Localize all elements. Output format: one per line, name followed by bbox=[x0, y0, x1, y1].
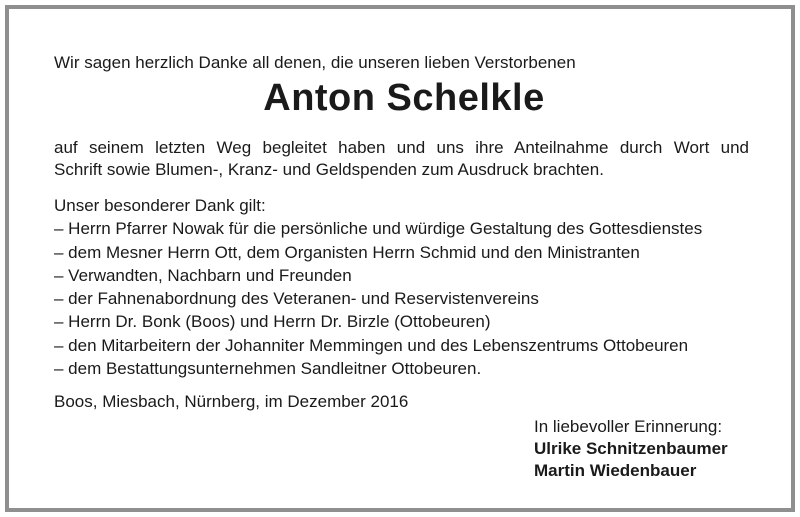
list-item: – Herrn Dr. Bonk (Boos) und Herrn Dr. Birzle (Ottobeuren) bbox=[54, 312, 491, 332]
deceased-name: Anton Schelkle bbox=[263, 77, 545, 119]
special-thanks bbox=[54, 194, 702, 380]
special-thanks-heading: Unser besonderer Dank gilt: bbox=[54, 196, 266, 215]
list-item: – Herrn Pfarrer Nowak für die persönliche und würdige Gestaltung des Gottesdienstes bbox=[54, 219, 703, 239]
special-thanks-list bbox=[54, 217, 702, 380]
list-item: – der Fahnenabordnung des Veteranen- und Reservistenvereins bbox=[54, 289, 539, 309]
acknowledgement-line: auf seinem letzten Weg begleitet haben und uns ihre Anteilnahme durch Wort und bbox=[54, 138, 749, 157]
signer-name: Martin Wiedenbauer bbox=[534, 461, 697, 480]
list-item: – Verwandten, Nachbarn und Freunden bbox=[54, 265, 352, 285]
list-item: – dem Bestattungsunternehmen Sandleitner Ottobeuren. bbox=[54, 359, 482, 379]
signer-name: Ulrike Schnitzenbaumer bbox=[534, 439, 728, 458]
notice-frame bbox=[5, 5, 795, 512]
list-item: – den Mitarbeitern der Johanniter Memmingen und des Lebenszentrums Ottobeuren bbox=[54, 335, 689, 355]
signature-label: In liebevoller Erinnerung: bbox=[534, 417, 723, 436]
place-date: Boos, Miesbach, Nürnberg, im Dezember 2016 bbox=[54, 392, 409, 411]
list-item: – dem Mesner Herrn Ott, dem Organisten Herrn Schmid und den Ministranten bbox=[54, 242, 640, 262]
acknowledgement-line: Schrift sowie Blumen-, Kranz- und Geldspenden zum Ausdruck brachten. bbox=[54, 160, 604, 179]
intro-text: Wir sagen herzlich Danke all denen, die unseren lieben Verstorbenen bbox=[54, 53, 576, 72]
acknowledgement-text bbox=[54, 137, 749, 181]
signature-block bbox=[534, 416, 728, 482]
